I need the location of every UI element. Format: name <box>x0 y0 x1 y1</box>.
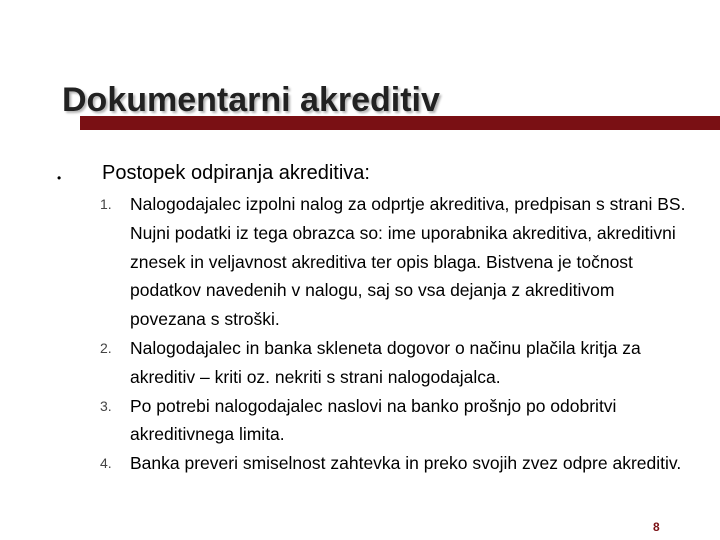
numbered-list <box>100 190 690 478</box>
bullet-heading: Postopek odpiranja akreditiva: <box>102 162 370 184</box>
list-item-text: Nalogodajalec izpolni nalog za odprtje akreditiva, predpisan s strani BS. Nujni podatki iz tega obrazca so: ime uporabnika akreditiva, akreditivni znesek in veljavnost akreditiva ter opis blaga. Bistvena je točnost podatkov navedenih v nalogu, saj so vsa dejanja z akreditivom povezana s stroški. <box>130 194 686 330</box>
list-item-number: 4. <box>100 455 112 472</box>
list-item-number: 1. <box>100 196 112 212</box>
list-item-text: Banka preveri smiselnost zahtevka in preko svojih zvez odpre akreditiv. <box>130 453 682 474</box>
list-item <box>100 334 690 392</box>
list-item-text: Po potrebi nalogodajalec naslovi na banko prošnjo po odobritvi akreditivnega limita. <box>130 395 617 445</box>
list-item-number: 3. <box>100 397 112 414</box>
list-item-text: Nalogodajalec in banka skleneta dogovor o načinu plačila kritja za akreditiv – kriti oz. nekriti s strani nalogodajalca. <box>130 337 641 387</box>
slide-title: Dokumentarni akreditiv <box>62 81 440 119</box>
page-number: 8 <box>653 520 660 534</box>
list-item <box>100 449 690 478</box>
list-item <box>100 190 690 334</box>
list-item-number: 2. <box>100 339 112 356</box>
bullet-symbol: • <box>57 171 62 185</box>
list-item <box>100 392 690 450</box>
